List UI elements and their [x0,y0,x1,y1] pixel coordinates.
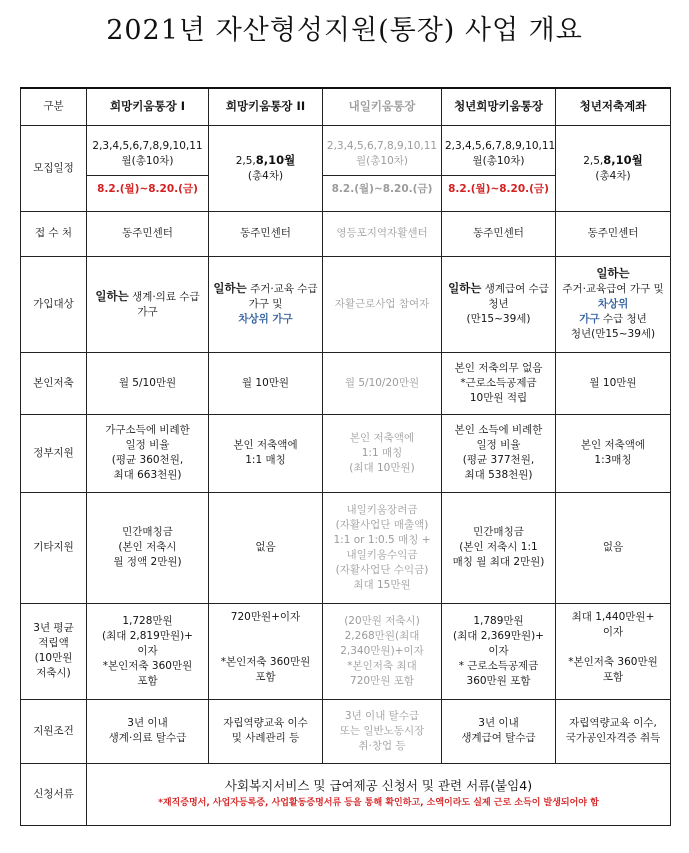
cell-line: (본인 저축시 [118,541,177,553]
gov-cell-1 [87,414,209,492]
recruit-months-pre: 2,5, [235,154,256,167]
cell-line: (자활사업단 수익금) [335,563,429,576]
cell-line: 일정 비율 [476,439,521,451]
eligibility-text: 주거·교육급여 가구 및 [562,283,664,295]
eligibility-cell-3: 자활근로사업 참여자 [323,256,442,352]
cell-line: 720만원 포함 [350,674,414,687]
recruit-cell-5 [556,125,671,211]
cell-line: 내일키움수익금 [346,548,418,561]
cell-line: 내일키움장려금 [346,503,418,516]
recruit-period: 8.2.(월)~8.20.(금) [87,175,208,197]
cell-line: 저축시) [36,667,71,679]
accum-cell-1 [87,603,209,699]
eligibility-age: (만15~39세) [466,313,531,325]
own-saving-cell-5: 월 10만원 [556,352,671,414]
row-recruit [21,125,671,211]
cell-line: 또는 일반노동시장 [339,724,425,737]
cell-line: 취·창업 등 [358,739,406,752]
cell-line: 자립역량교육 이수, [569,717,657,729]
cell-line: (평균 360천원, [111,454,184,466]
recruit-total: (총4차) [595,169,631,182]
cell-line: (20만원 저축시) [344,614,420,627]
cell-line: 최대 663천원) [113,469,182,481]
header-youth-saving: 청년저축계좌 [556,88,671,125]
own-saving-cell-1: 월 5/10만원 [87,352,209,414]
cell-line: 본인 저축액에 [349,431,415,444]
gov-cell-3 [323,414,442,492]
cell-line: 일정 비율 [125,439,170,451]
row-label: 본인저축 [21,352,87,414]
header-hope-2: 희망키움통장 II [209,88,323,125]
cell-line: 본인 저축의무 없음 [454,361,543,374]
other-cell-5: 없음 [556,492,671,603]
cell-line: 포함 [602,670,624,683]
row-label: 정부지원 [21,414,87,492]
own-saving-cell-3: 월 5/10/20만원 [323,352,442,414]
eligibility-text: 주거·교육 수급가구 및 [248,283,318,310]
cell-line: 1:3매칭 [594,454,632,466]
cell-line: 360만원 포함 [466,674,531,687]
cell-line: 생계·의료 탈수급 [108,732,187,744]
cell-line: *본인저축 최대 [347,659,417,672]
cell-line: 포함 [137,674,158,687]
cell-line: 10만원 적립 [469,391,528,404]
cell-line: (자활사업단 매출액) [335,518,429,531]
gov-cell-2 [209,414,323,492]
cell-line: 본인 저축액에 [233,439,298,451]
row-office [21,211,671,256]
gov-cell-4 [442,414,556,492]
accum-cell-4 [442,603,556,699]
row-label: 신청서류 [21,763,87,825]
cell-line: (평균 377천원, [462,454,535,466]
cell-line: 1:1 매칭 [361,446,403,459]
cell-line: (최대 2,369만원)+ [453,629,544,642]
header-hope-1: 희망키움통장 I [87,88,209,125]
recruit-total: (총4차) [247,169,284,182]
cell-line: 본인 소득에 비례한 [454,424,543,436]
cell-line: 최대 538천원) [464,469,533,481]
condition-cell-3 [323,699,442,763]
recruit-cell-3 [323,125,442,211]
gov-cell-5 [556,414,671,492]
row-label: 기타지원 [21,492,87,603]
cell-line: * 근로소득공제금 [458,659,539,672]
eligibility-cell-4 [442,256,556,352]
recruit-period: 8.2.(월)~8.20.(금) [442,175,555,197]
cell-line: 3년 이내 [127,717,168,729]
cell-line: 가구소득에 비례한 [105,424,190,436]
row-gov-support [21,414,671,492]
cell-line: 포함 [255,670,276,683]
row-label: 지원조건 [21,699,87,763]
cell-line: 적립액 [38,637,69,649]
cell-line: 1,789만원 [473,614,524,627]
other-cell-4 [442,492,556,603]
row-label: 가입대상 [21,256,87,352]
documents-cell [87,763,671,825]
own-saving-cell-2: 월 10만원 [209,352,323,414]
cell-line: 및 사례관리 등 [231,732,300,744]
office-cell-2: 동주민센터 [209,211,323,256]
page-title: 2021년 자산형성지원(통장) 사업 개요 [106,15,583,46]
accum-cell-2 [209,603,323,699]
office-cell-5: 동주민센터 [556,211,671,256]
cell-line: 720만원+이자 [230,610,301,623]
other-cell-3 [323,492,442,603]
eligibility-blue: 차상위 [597,298,629,310]
office-cell-3: 영등포지역자활센터 [323,211,442,256]
cell-line: 이자 [488,644,509,657]
cell-line: (최대 10만원) [349,461,415,474]
cell-line: 이자 [137,644,158,657]
cell-line: *본인저축 360만원 [220,655,311,668]
condition-cell-1 [87,699,209,763]
row-own-saving [21,352,671,414]
recruit-months-bold: 8,10월 [255,152,296,167]
eligibility-bold: 일하는 [596,266,630,280]
eligibility-bold: 일하는 [448,281,482,295]
eligibility-bold: 일하는 [213,281,247,295]
program-table [20,87,671,826]
recruit-months-pre: 2,5, [583,154,604,167]
condition-cell-2 [209,699,323,763]
row-other-support [21,492,671,603]
cell-line: (최대 2,819만원)+ [102,629,193,642]
cell-line: 본인 저축액에 [580,439,646,451]
row-label: 접 수 처 [21,211,87,256]
cell-line: 3년 이내 [478,717,519,729]
cell-line: (10만원 [34,652,73,664]
header-category: 구분 [21,88,87,125]
other-cell-1 [87,492,209,603]
own-saving-cell-4 [442,352,556,414]
eligibility-cell-2 [209,256,323,352]
row-condition [21,699,671,763]
cell-line: *본인저축 360만원 [568,655,658,668]
condition-cell-4 [442,699,556,763]
accum-cell-5 [556,603,671,699]
recruit-period: 8.2.(월)~8.20.(금) [323,175,441,197]
recruit-cell-4 [442,125,556,211]
row-avg-accum [21,603,671,699]
cell-line: 최대 1,440만원+ [571,610,655,623]
row-label: 모집일정 [21,125,87,211]
recruit-months: 2,3,4,5,6,7,8,9,10,11월(총10차) [326,140,438,167]
cell-line: 최대 15만원 [353,578,411,591]
cell-line: 국가공인자격증 취득 [565,732,661,744]
cell-line: (본인 저축시 1:1 [459,541,538,553]
office-cell-1: 동주민센터 [87,211,209,256]
cell-line: 3년 이내 탈수급 [344,709,420,722]
recruit-months: 2,3,4,5,6,7,8,9,10,11월(총10차) [92,140,203,167]
header-tomorrow: 내일키움통장 [323,88,442,125]
recruit-months: 2,3,4,5,6,7,8,9,10,11월(총10차) [445,140,556,167]
eligibility-cell-5 [556,256,671,352]
recruit-months-bold: 8,10월 [603,152,643,167]
cell-line: 민간매칭금 [473,526,524,538]
cell-line: 2,340만원)+이자 [340,644,424,657]
cell-line: 2,268만원(최대 [344,629,420,642]
header-youth-hope: 청년희망키움통장 [442,88,556,125]
eligibility-text: 생계급여 수급 청년 [484,283,549,310]
cell-line: 1:1 or 1:0.5 매칭 + [333,533,431,546]
cell-line: 월 정액 2만원) [113,556,182,568]
cell-line: 매칭 월 최대 2만원) [452,556,545,568]
row-documents [21,763,671,825]
eligibility-text: 생계·의료 수급 가구 [132,290,200,318]
cell-line: 이자 [602,625,624,638]
cell-line: 1,728만원 [122,614,173,627]
condition-cell-5 [556,699,671,763]
cell-line: *근로소득공제금 [460,376,537,389]
recruit-cell-1 [87,125,209,211]
cell-line: *본인저축 360만원 [102,659,193,672]
eligibility-cell-1 [87,256,209,352]
row-label [21,603,87,699]
office-cell-4: 동주민센터 [442,211,556,256]
other-cell-2: 없음 [209,492,323,603]
documents-note: *재직증명서, 사업자등록증, 사업활동증명서류 등을 통해 확인하고, 소액이라도 실제 근로 소득이 발생되어야 함 [158,797,599,808]
header-row [21,88,671,125]
cell-line: 민간매칭금 [122,526,173,538]
recruit-cell-2 [209,125,323,211]
eligibility-text: 수급 청년 [602,313,647,325]
documents-main: 사회복지서비스 및 급여제공 신청서 및 관련 서류(붙임4) [224,777,533,793]
eligibility-bold: 일하는 [95,288,129,303]
row-eligibility [21,256,671,352]
eligibility-blue: 가구 [579,313,600,325]
cell-line: 3년 평균 [33,622,74,634]
eligibility-blue: 차상위 가구 [238,313,293,325]
cell-line: 1:1 매칭 [245,454,286,466]
cell-line: 자립역량교육 이수 [223,717,308,729]
cell-line: 생계급여 탈수급 [461,732,536,744]
accum-cell-3 [323,603,442,699]
eligibility-age: 청년(만15~39세) [570,328,656,340]
